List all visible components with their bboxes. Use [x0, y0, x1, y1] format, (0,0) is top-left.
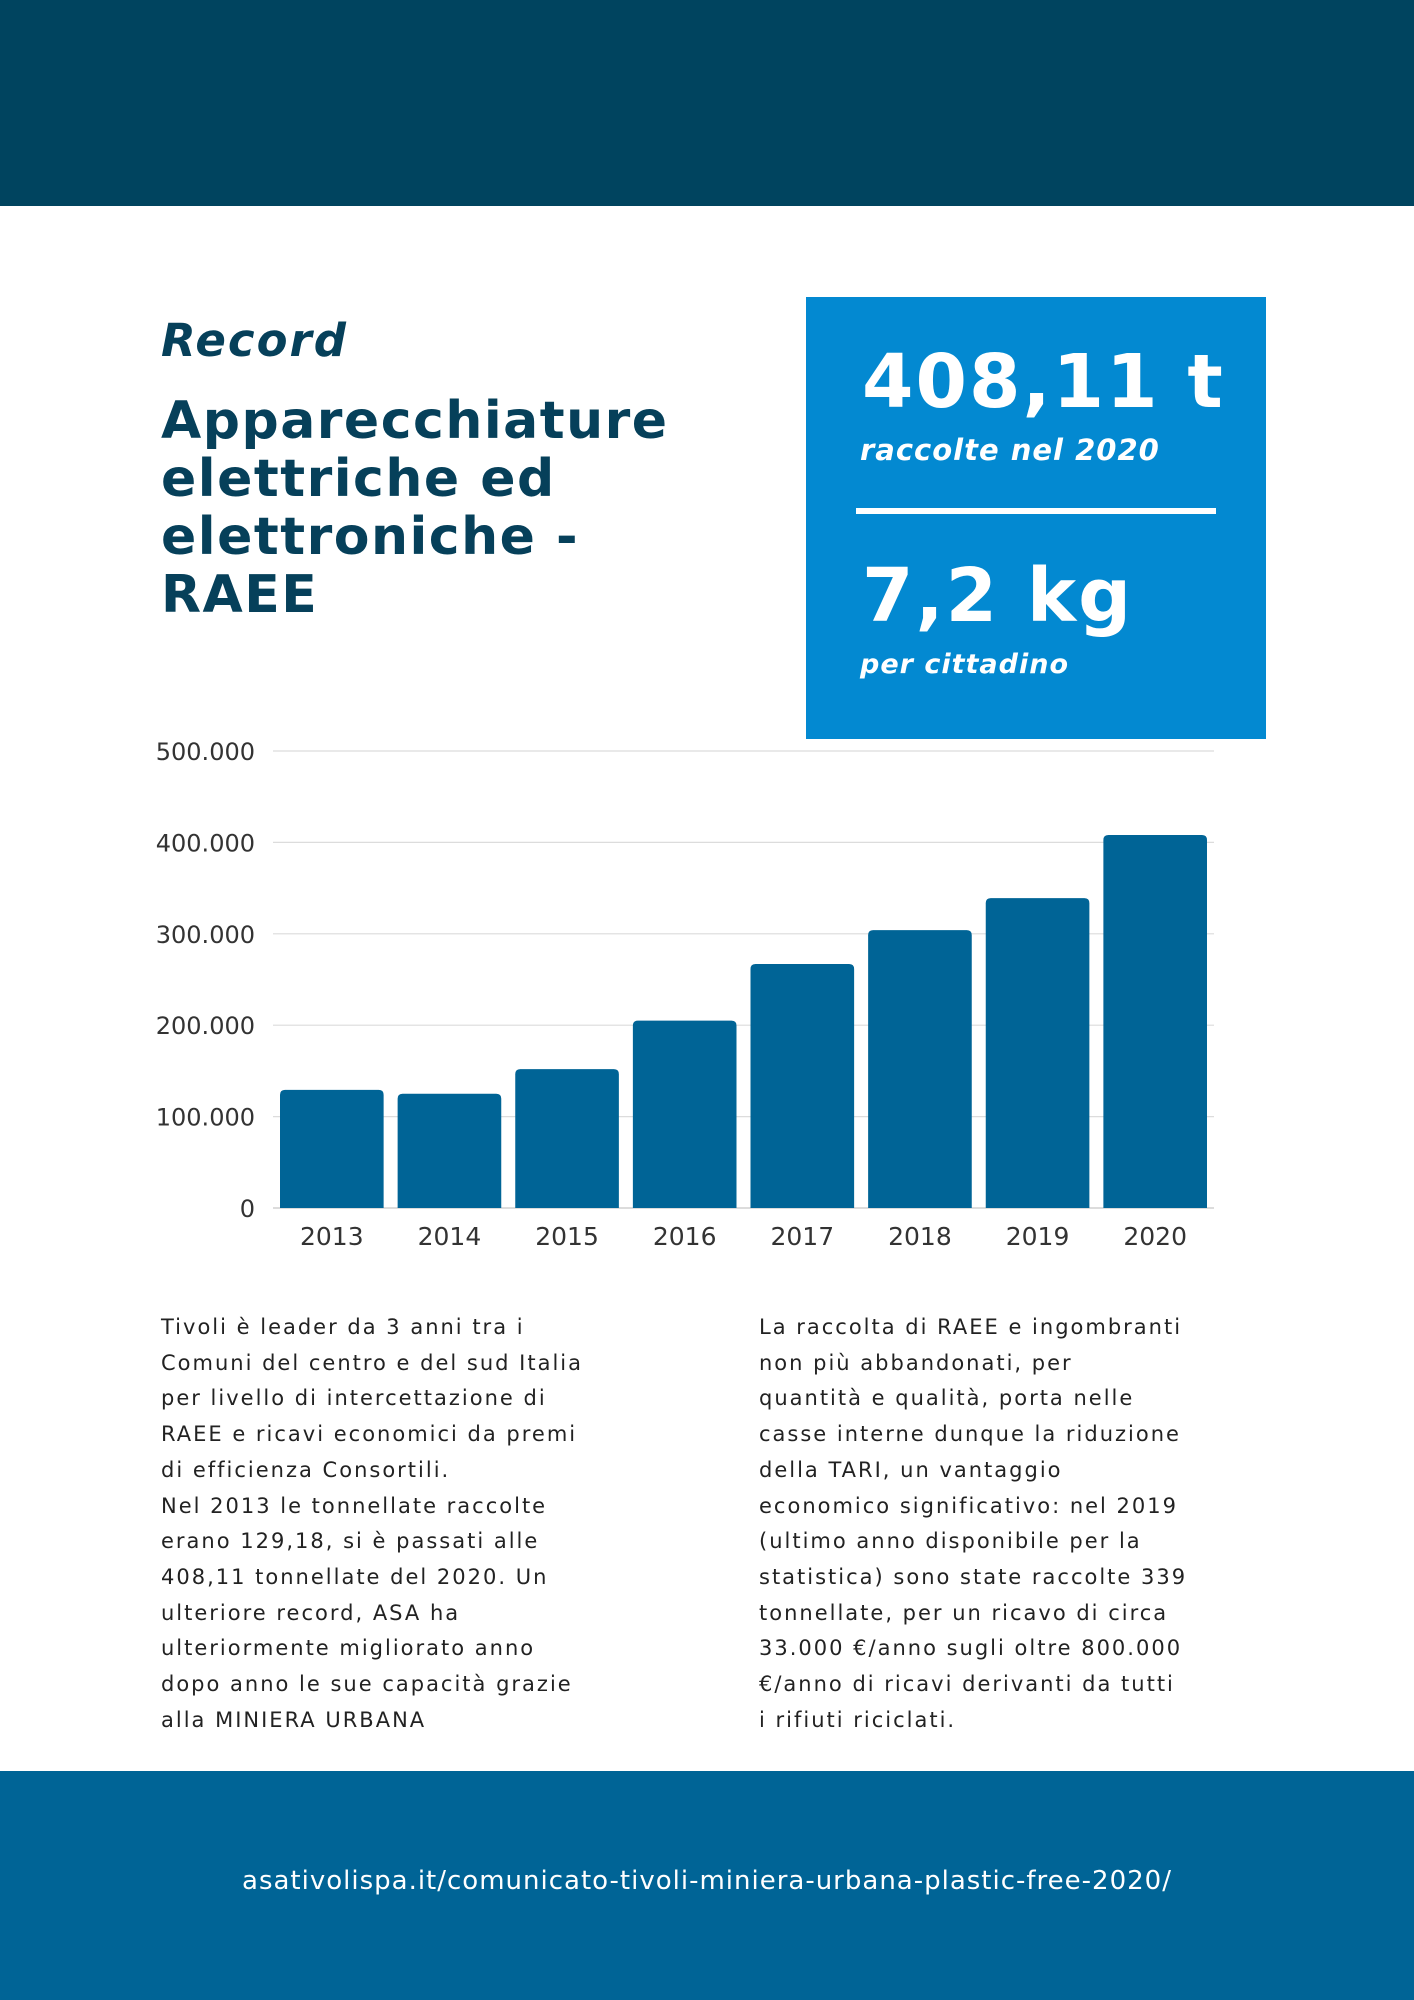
bar-2018 — [868, 930, 972, 1208]
body-text-line: ulteriore record, ASA ha — [161, 1600, 461, 1625]
y-tick-label: 200.000 — [155, 1012, 255, 1041]
body-text-line: tonnellate, per un ricavo di circa — [759, 1600, 1169, 1625]
body-text-line: La raccolta di RAEE e ingombranti — [759, 1315, 1183, 1339]
x-tick-label: 2014 — [417, 1222, 482, 1251]
total-collected-label: raccolte nel 2020 — [860, 433, 1160, 467]
top-banner — [0, 0, 1414, 206]
x-tick-label: 2018 — [888, 1222, 952, 1251]
body-text-line: economico significativo: nel 2019 — [759, 1493, 1179, 1518]
body-text-line: di efficienza Consortili. — [161, 1457, 451, 1482]
total-collected-value: 408,11 t — [862, 339, 1225, 425]
body-text-line: 408,11 tonnellate del 2020. Un — [161, 1564, 549, 1589]
page-title — [161, 392, 761, 624]
x-tick-label: 2017 — [770, 1222, 835, 1251]
bar-2015 — [515, 1069, 619, 1208]
source-link[interactable]: asativolispa.it/comunicato-tivoli-miniera-urbana-plastic-free-2020/ — [242, 1866, 1172, 1896]
body-text-line: i rifiuti riciclati. — [759, 1707, 957, 1732]
bar-chart — [0, 720, 1414, 1260]
title-line: Apparecchiature — [161, 391, 669, 451]
title-line: elettriche ed — [161, 449, 556, 509]
bar-2013 — [280, 1090, 384, 1208]
y-tick-label: 100.000 — [155, 1103, 255, 1132]
body-text-line: RAEE e ricavi economici da premi — [161, 1422, 578, 1447]
per-capita-label: per cittadino — [860, 649, 1070, 680]
body-text-line: statistica) sono state raccolte 339 — [759, 1564, 1188, 1589]
footer-banner — [0, 1771, 1414, 2000]
body-text-line: casse interne dunque la riduzione — [759, 1422, 1181, 1447]
bar-2014 — [398, 1094, 502, 1208]
x-tick-label: 2016 — [652, 1222, 717, 1251]
body-text-line: (ultimo anno disponibile per la — [759, 1529, 1142, 1554]
bar-2020 — [1103, 835, 1207, 1208]
body-text-line: ulteriormente migliorato anno — [161, 1636, 536, 1661]
y-tick-label: 400.000 — [155, 829, 255, 858]
body-text-line: della TARI, un vantaggio — [759, 1457, 1063, 1482]
body-text-line: erano 129,18, si è passati alle — [161, 1529, 540, 1554]
y-tick-label: 0 — [239, 1195, 255, 1223]
y-tick-label: 300.000 — [155, 920, 255, 949]
body-text-line: Nel 2013 le tonnellate raccolte — [161, 1493, 548, 1518]
kicker-label: Record — [161, 314, 348, 367]
body-text-line: Comuni del centro e del sud Italia — [161, 1350, 584, 1375]
body-text-right — [759, 1310, 1319, 1738]
body-text-line: €/anno di ricavi derivanti da tutti — [759, 1672, 1175, 1697]
bar-2017 — [751, 964, 855, 1208]
bar-2016 — [633, 1021, 737, 1208]
body-text-line: Tivoli è leader da 3 anni tra i — [161, 1315, 525, 1339]
stats-divider — [856, 508, 1216, 514]
bar-2019 — [986, 898, 1090, 1208]
body-text-line: alla MINIERA URBANA — [161, 1707, 427, 1732]
body-text-line: 33.000 €/anno sugli oltre 800.000 — [759, 1636, 1183, 1661]
y-tick-label: 500.000 — [155, 738, 255, 766]
x-tick-label: 2015 — [535, 1222, 599, 1251]
body-text-line: non più abbandonati, per — [759, 1350, 1073, 1375]
stats-box — [806, 297, 1266, 739]
title-line: elettroniche - — [161, 507, 580, 567]
x-tick-label: 2019 — [1005, 1222, 1070, 1251]
x-tick-label: 2013 — [300, 1222, 364, 1251]
body-text-line: quantità e qualità, porta nelle — [759, 1386, 1135, 1411]
x-tick-label: 2020 — [1123, 1222, 1187, 1251]
per-capita-value: 7,2 kg — [862, 553, 1134, 639]
body-text-left — [161, 1310, 681, 1738]
body-text-line: dopo anno le sue capacità grazie — [161, 1672, 573, 1697]
title-line: RAEE — [161, 565, 319, 625]
body-text-line: per livello di intercettazione di — [161, 1386, 547, 1411]
